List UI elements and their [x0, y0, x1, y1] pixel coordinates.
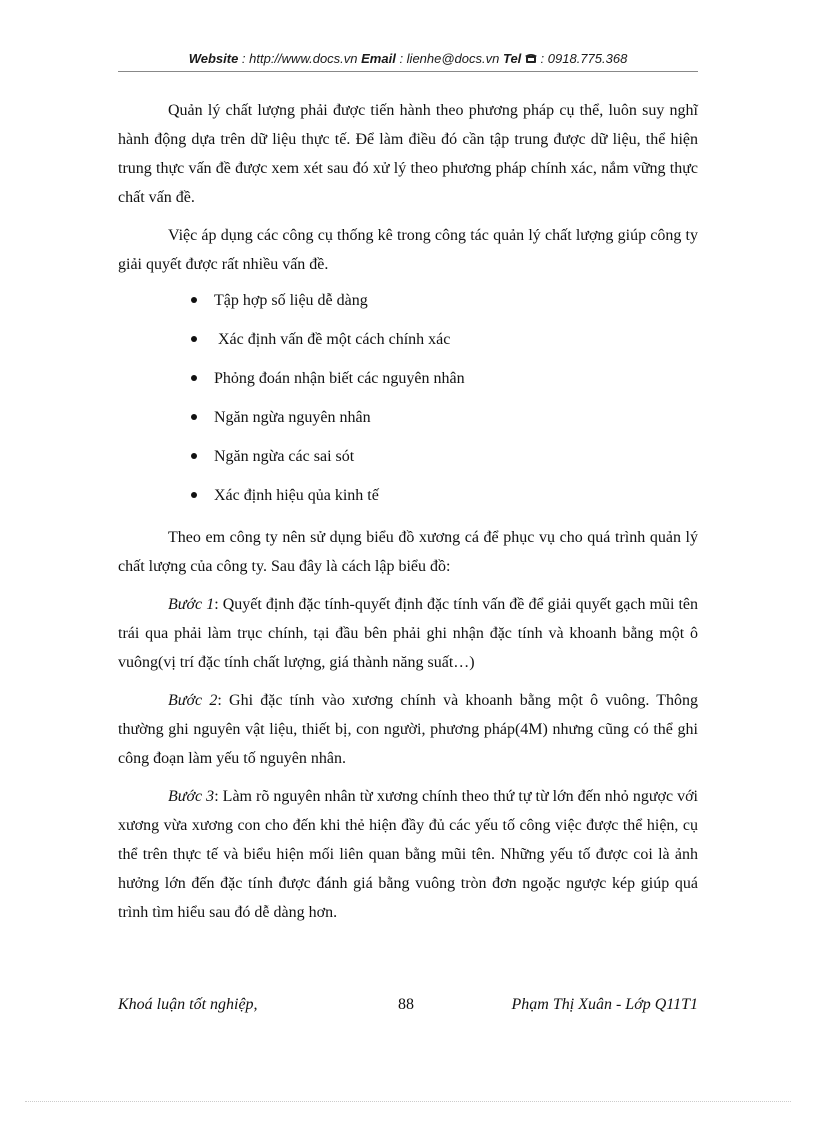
bullet-icon	[191, 492, 197, 498]
paragraph-fishbone-intro: Theo em công ty nên sử dụng biểu đồ xương cá để phục vụ cho quá trình quản lý chất lượng của công ty. Sau đây là cách lập biểu đồ:	[118, 529, 698, 575]
step-label: Bước 2	[168, 692, 218, 709]
step-text: : Ghi đặc tính vào xương chính và khoanh bằng một ô vuông. Thông thường ghi nguyên vật liệu, thiết bị, con người, phương pháp(4M) nhưng cũng có thể ghi công đoạn làm yếu tố nguyên nhân.	[118, 692, 699, 767]
footer-author: Phạm Thị Xuân - Lớp Q11T1	[511, 996, 698, 1013]
document-body	[118, 96, 698, 936]
bullet-icon	[191, 453, 197, 459]
step-label: Bước 3	[168, 788, 215, 805]
phone-number: : 0918.775.368	[540, 51, 628, 66]
step-3	[118, 782, 698, 927]
paragraph-statistics: Việc áp dụng các công cụ thống kê trong công tác quản lý chất lượng giúp công ty giải quyết được rất nhiều vấn đề.	[118, 227, 698, 273]
step-1	[118, 590, 698, 677]
list-item: Xác định hiệu qủa kinh tế	[118, 476, 698, 515]
list-item: Xác định vấn đề một cách chính xác	[118, 320, 698, 359]
footer-thesis-label: Khoá luận tốt nghiệp,	[118, 996, 258, 1013]
step-2	[118, 686, 698, 773]
page-number: 88	[398, 996, 414, 1013]
benefits-list	[118, 281, 698, 515]
page-bottom-border	[25, 1101, 791, 1102]
email-address: : lienhe@docs.vn	[395, 51, 503, 66]
bullet-icon	[191, 414, 197, 420]
paragraph-intro: Quản lý chất lượng phải được tiến hành theo phương pháp cụ thể, luôn suy nghĩ hành động dựa trên dữ liệu thực tế. Để làm điều đó cần tập trung được dữ liệu, thể hiện trung thực vấn đề được xem xét sau đó xử lý theo phương pháp chính xác, nắm vững thực chất vấn đề.	[118, 102, 698, 206]
phone-icon	[525, 51, 541, 66]
page-header	[118, 51, 698, 66]
email-label: Email	[361, 51, 396, 66]
list-item: Phỏng đoán nhận biết các nguyên nhân	[118, 359, 698, 398]
list-item: Ngăn ngừa các sai sót	[118, 437, 698, 476]
bullet-icon	[191, 297, 197, 303]
step-label: Bước 1	[168, 596, 215, 613]
tel-label: Tel	[502, 51, 522, 66]
bullet-icon	[191, 375, 197, 381]
website-label: Website	[188, 51, 239, 66]
bullet-icon	[191, 336, 197, 342]
header-divider	[118, 71, 698, 72]
step-text: : Quyết định đặc tính-quyết định đặc tính vấn đề để giải quyết gạch mũi tên trái qua phải làm trục chính, tại đầu bên phải ghi nhận đặc tính và khoanh bằng một ô vuông(vị trí đặc tính chất lượng, giá thành năng suất…)	[118, 596, 699, 671]
list-item: Ngăn ngừa nguyên nhân	[118, 398, 698, 437]
website-url: : http://www.docs.vn	[238, 51, 362, 66]
step-text: : Làm rõ nguyên nhân từ xương chính theo thứ tự từ lớn đến nhỏ ngược với xương vừa xương con cho đến khi thẻ hiện đầy đủ các yếu tố công việc được thể hiện, cụ thể trên thực tế và biểu hiện mối liên quan bằng mũi tên. Những yếu tố được coi là ảnh hưởng lớn đến đặc tính được đánh giá bằng vuông tròn đơn ngoặc ngược kép giúp quá trình tìm hiểu sau đó dễ dàng hơn.	[118, 788, 699, 921]
list-item: Tập hợp số liệu dễ dàng	[118, 281, 698, 320]
